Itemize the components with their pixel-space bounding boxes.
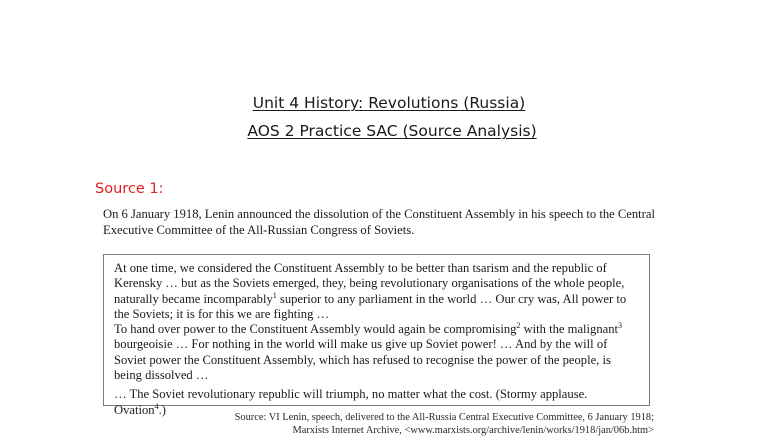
source-label: Source 1:: [95, 181, 164, 197]
document-subtitle: AOS 2 Practice SAC (Source Analysis): [247, 122, 537, 140]
citation-line-2: Marxists Internet Archive, <www.marxists.org/archive/lenin/works/1918/jan/06b.htm>: [292, 425, 654, 436]
citation-line-1: Source: VI Lenin, speech, delivered to the All-Russia Central Executive Committee, 6 January 1918;: [234, 412, 654, 423]
footnote-marker-4: 4: [154, 401, 159, 411]
document-title: Unit 4 History: Revolutions (Russia): [252, 94, 526, 112]
source-intro: On 6 January 1918, Lenin announced the dissolution of the Constituent Assembly in his speech to the Central Executive Committee of the All-Russian Congress of Soviets.: [103, 207, 655, 237]
quote-paragraph-1: At one time, we considered the Constituent Assembly to be better than tsarism and the republic of Kerensky … but as the Soviets emerged, they, being revolutionary organisations of the whole people, naturally became incomparably$^1$ superior to any parliament in the world … Our cry was, All power to the Soviets; it is for this we are fighting …: [114, 261, 627, 321]
quote-paragraph-3: … The Soviet revolutionary republic will triumph, no matter what the cost. (Stormy applause. Ovation$^4$.): [114, 387, 588, 417]
source-citation: [235, 411, 654, 437]
quote-box: [103, 254, 650, 417]
footnote-marker-3: 3: [618, 321, 623, 330]
footnote-marker-2: 2: [516, 321, 521, 330]
footnote-marker-1: 1: [272, 290, 277, 300]
quote-paragraph-2: To hand over power to the Constituent Assembly would again be compromising$^2$ with the malignant$^3$ bourgeoisie … For nothing in the world will make us give up Soviet power! … And by the will of Soviet power the Constituent Assembly, which has refused to recognise the power of the people, is being dissolved …: [114, 321, 623, 383]
